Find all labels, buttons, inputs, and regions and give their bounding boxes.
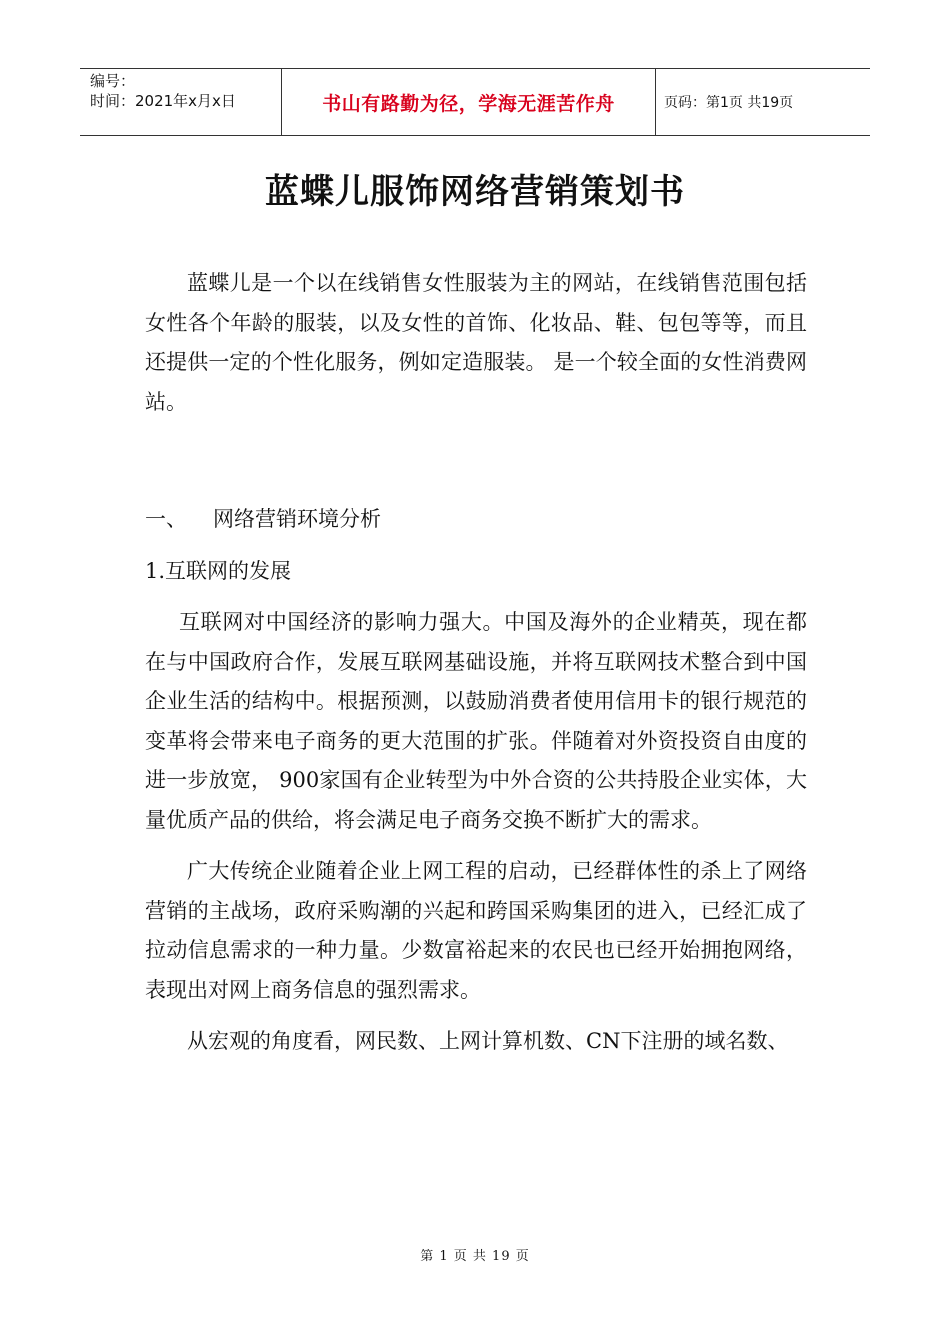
body-paragraph-2: 广大传统企业随着企业上网工程的启动，已经群体性的杀上了网络营销的主战场，政府采购潮的兴起和跨国采购集团的进入，已经汇成了拉动信息需求的一种力量。少数富裕起来的农民也已经开始拥抱网络，表现出对网上商务信息的强烈需求。 (145, 859, 807, 1002)
header-number-label: 编号： (90, 72, 136, 90)
body-paragraph-3: 从宏观的角度看，网民数、上网计算机数、CN下注册的域名数、 (187, 1029, 789, 1053)
document-body (145, 264, 807, 1062)
section-number: 一、 (145, 507, 187, 531)
document-title: 蓝蝶儿服饰网络营销策划书 (265, 172, 685, 212)
header-meta-cell (80, 69, 282, 135)
document-header (80, 68, 870, 136)
intro-paragraph: 蓝蝶儿是一个以在线销售女性服装为主的网站，在线销售范围包括女性各个年龄的服装，以及女性的首饰、化妆品、鞋、包包等等，而且还提供一定的个性化服务，例如定造服装。 是一个较全面的女性消费网站。 (145, 271, 807, 414)
header-motto: 书山有路勤为径，学海无涯苦作舟 (282, 69, 656, 135)
section-heading (145, 500, 807, 540)
body-paragraph-1: 互联网对中国经济的影响力强大。中国及海外的企业精英，现在都在与中国政府合作，发展互联网基础设施，并将互联网技术整合到中国企业生活的结构中。根据预测，以鼓励消费者使用信用卡的银行规范的变革将会带来电子商务的更大范围的扩张。伴随着对外资投资自由度的进一步放宽， 900家国有企业转型为中外合资的公共持股企业实体，大量优质产品的供给，将会满足电子商务交换不断扩大的需求。 (145, 610, 807, 832)
page-footer: 第 1 页 共 19 页 (420, 1249, 530, 1264)
subsection-heading: 1.互联网的发展 (145, 558, 292, 583)
header-time-label: 时间：2021年x月x日 (90, 92, 236, 110)
section-title: 网络营销环境分析 (213, 507, 381, 531)
header-page-info: 页码：第1页 共19页 (664, 95, 794, 111)
